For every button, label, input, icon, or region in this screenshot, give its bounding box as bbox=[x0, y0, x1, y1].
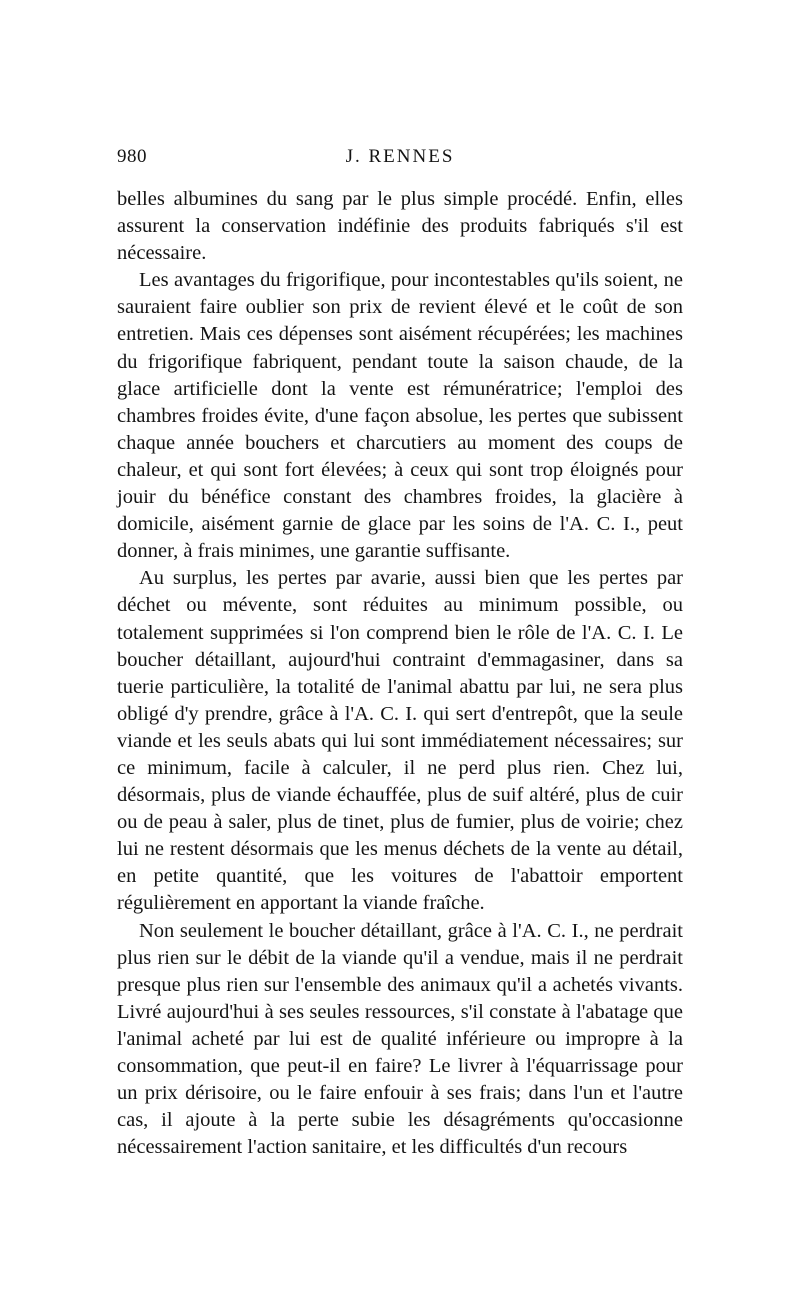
paragraph-frigorifique-costs: Les avantages du frigorifique, pour incontestables qu'ils soient, ne sauraient faire oublier son prix de revient élevé et le coût de son entretien. Mais ces dépenses sont aisément récupérées; les machines du frigorifique fabriquent, pendant toute la saison chaude, de la glace artificielle dont la vente est rémunératrice; l'emploi des chambres froides évite, d'une façon absolue, les pertes que subissent chaque année bouchers et charcutiers au moment des coups de chaleur, et qui sont fort élevées; à ceux qui sont trop éloignés pour jouir du bénéfice constant des chambres froides, la glacière à domicile, aisément garnie de glace par les soins de l'A. C. I., peut donner, à frais minimes, une garantie suffisante. bbox=[117, 269, 683, 563]
page-number: 980 bbox=[117, 146, 147, 167]
running-header bbox=[117, 146, 683, 176]
paragraph-losses-reduced: Au surplus, les pertes par avarie, aussi bien que les pertes par déchet ou mévente, sont réduites au minimum possible, ou totalement supprimées si l'on comprend bien le rôle de l'A. C. I. Le boucher détaillant, aujourd'hui contraint d'emmagasiner, dans sa tuerie particulière, la totalité de l'animal abattu par lui, ne sera plus obligé d'y prendre, grâce à l'A. C. I. qui sert d'entrepôt, que la seule viande et les seuls abats qui lui sont immédiatement nécessaires; sur ce minimum, facile à calculer, il ne perd plus rien. Chez lui, désormais, plus de viande échauffée, plus de suif altéré, plus de cuir ou de peau à saler, plus de tinet, plus de fumier, plus de voirie; chez lui ne restent désormais que les menus déchets de la vente au détail, en petite quantité, que les voitures de l'abattoir emportent régulièrement en apportant la viande fraîche. bbox=[117, 567, 683, 915]
body-text bbox=[117, 186, 683, 1161]
paragraph-retail-butcher: Non seulement le boucher détaillant, grâce à l'A. C. I., ne perdrait plus rien sur le débit de la viande qu'il a vendue, mais il ne perdrait presque plus rien sur l'ensemble des animaux qu'il a achetés vivants. Livré aujourd'hui à ses seules ressources, s'il constate à l'abatage que l'animal acheté par lui est de qualité inférieure ou impropre à la consommation, que peut-il en faire? Le livrer à l'équarrissage pour un prix dérisoire, ou le faire enfouir à ses frais; dans l'un et l'autre cas, il ajoute à la perte subie les désagréments qu'occasionne nécessairement l'action sanitaire, et les difficultés d'un recours bbox=[117, 919, 683, 1159]
running-title: J. RENNES bbox=[345, 146, 455, 167]
paragraph-continuation: belles albumines du sang par le plus simple procédé. Enfin, elles assurent la conservation indéfinie des produits fabriqués s'il est nécessaire. bbox=[117, 188, 683, 265]
